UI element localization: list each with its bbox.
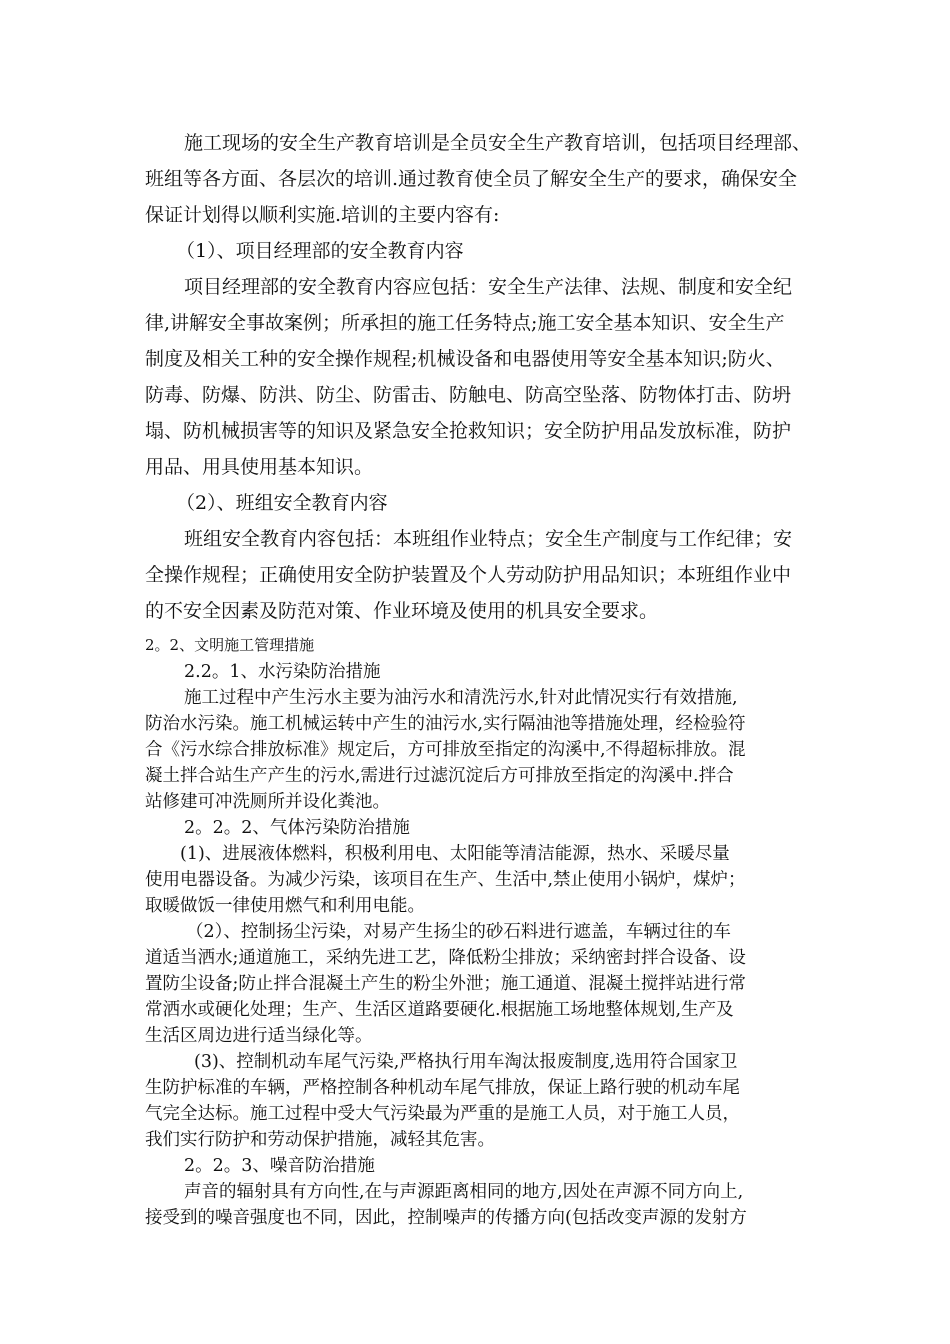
paragraph-line: 凝土拌合站生产产生的污水,需进行过滤沉淀后方可排放至指定的沟溪中.拌合 (145, 766, 734, 786)
paragraph-line: 生防护标准的车辆，严格控制各种机动车尾气排放，保证上路行驶的机动车尾 (145, 1078, 740, 1098)
item1-line: 制度及相关工种的安全操作规程;机械设备和电器使用等安全基本知识;防火、 (145, 348, 785, 370)
item1-heading: （1）、项目经理部的安全教育内容 (176, 240, 464, 262)
item2-heading: （2）、班组安全教育内容 (176, 492, 388, 514)
paragraph-line: 取暖做饭一律使用燃气和利用电能。 (145, 896, 425, 916)
paragraph-line: （2）、控制扬尘污染，对易产生扬尘的砂石料进行遮盖，车辆过往的车 (186, 922, 731, 942)
paragraph-line: 气完全达标。施工过程中受大气污染最为严重的是施工人员，对于施工人员， (145, 1104, 740, 1124)
item1-line: 项目经理部的安全教育内容应包括：安全生产法律、法规、制度和安全纪 (184, 276, 793, 298)
paragraph-line: 我们实行防护和劳动保护措施，减轻其危害。 (145, 1130, 495, 1150)
paragraph-line: 施工过程中产生污水主要为油污水和清洗污水,针对此情况实行有效措施, (184, 688, 738, 708)
intro-line: 保证计划得以顺利实施.培训的主要内容有: (145, 204, 500, 226)
paragraph-line: 接受到的噪音强度也不同，因此，控制噪声的传播方向(包括改变声源的发射方 (145, 1208, 747, 1228)
item1-line: 律,讲解安全事故案例；所承担的施工任务特点;施工安全基本知识、安全生产 (145, 312, 785, 334)
paragraph-line: (1)、进展液体燃料，积极利用电、太阳能等清洁能源，热水、采暖尽量 (180, 844, 730, 864)
item1-line: 防毒、防爆、防洪、防尘、防雷击、防触电、防高空坠落、防物体打击、防坍 (145, 384, 792, 406)
paragraph-line: 合《污水综合排放标准》规定后，方可排放至指定的沟溪中,不得超标排放。混 (145, 740, 746, 760)
paragraph-line: 生活区周边进行适当绿化等。 (145, 1026, 373, 1046)
paragraph-line: 使用电器设备。为减少污染，该项目在生产、生活中,禁止使用小锅炉，煤炉； (145, 870, 746, 890)
subsection-heading: 2。2。3、噪音防治措施 (184, 1156, 375, 1176)
section-heading: 2。2、文明施工管理措施 (145, 636, 315, 654)
item2-line: 的不安全因素及防范对策、作业环境及使用的机具安全要求。 (145, 600, 659, 622)
paragraph-line: 声音的辐射具有方向性,在与声源距离相同的地方,因处在声源不同方向上, (184, 1182, 744, 1202)
intro-line: 施工现场的安全生产教育培训是全员安全生产教育培训，包括项目经理部、 (184, 132, 812, 154)
paragraph-line: 道适当洒水;通道施工，采纳先进工艺，降低粉尘排放；采纳密封拌合设备、设 (145, 948, 746, 968)
paragraph-line: 常洒水或硬化处理；生产、生活区道路要硬化.根据施工场地整体规划,生产及 (145, 1000, 734, 1020)
item1-line: 用品、用具使用基本知识。 (145, 456, 374, 478)
item1-line: 塌、防机械损害等的知识及紧急安全抢救知识；安全防护用品发放标准，防护 (145, 420, 792, 442)
paragraph-line: 站修建可冲洗厕所并设化粪池。 (145, 792, 390, 812)
item2-line: 全操作规程；正确使用安全防护装置及个人劳动防护用品知识；本班组作业中 (145, 564, 792, 586)
subsection-heading: 2。2。2、气体污染防治措施 (184, 818, 410, 838)
paragraph-line: 置防尘设备;防止拌合混凝土产生的粉尘外泄；施工通道、混凝土搅拌站进行常 (145, 974, 746, 994)
paragraph-line: 防治水污染。施工机械运转中产生的油污水,实行隔油池等措施处理，经检验符 (145, 714, 746, 734)
item2-line: 班组安全教育内容包括：本班组作业特点；安全生产制度与工作纪律；安 (184, 528, 793, 550)
paragraph-line: (3)、控制机动车尾气污染,严格执行用车淘汰报废制度,选用符合国家卫 (194, 1052, 738, 1072)
intro-line: 班组等各方面、各层次的培训.通过教育使全员了解安全生产的要求，确保安全 (145, 168, 798, 190)
subsection-heading: 2.2。1、水污染防治措施 (184, 662, 381, 682)
